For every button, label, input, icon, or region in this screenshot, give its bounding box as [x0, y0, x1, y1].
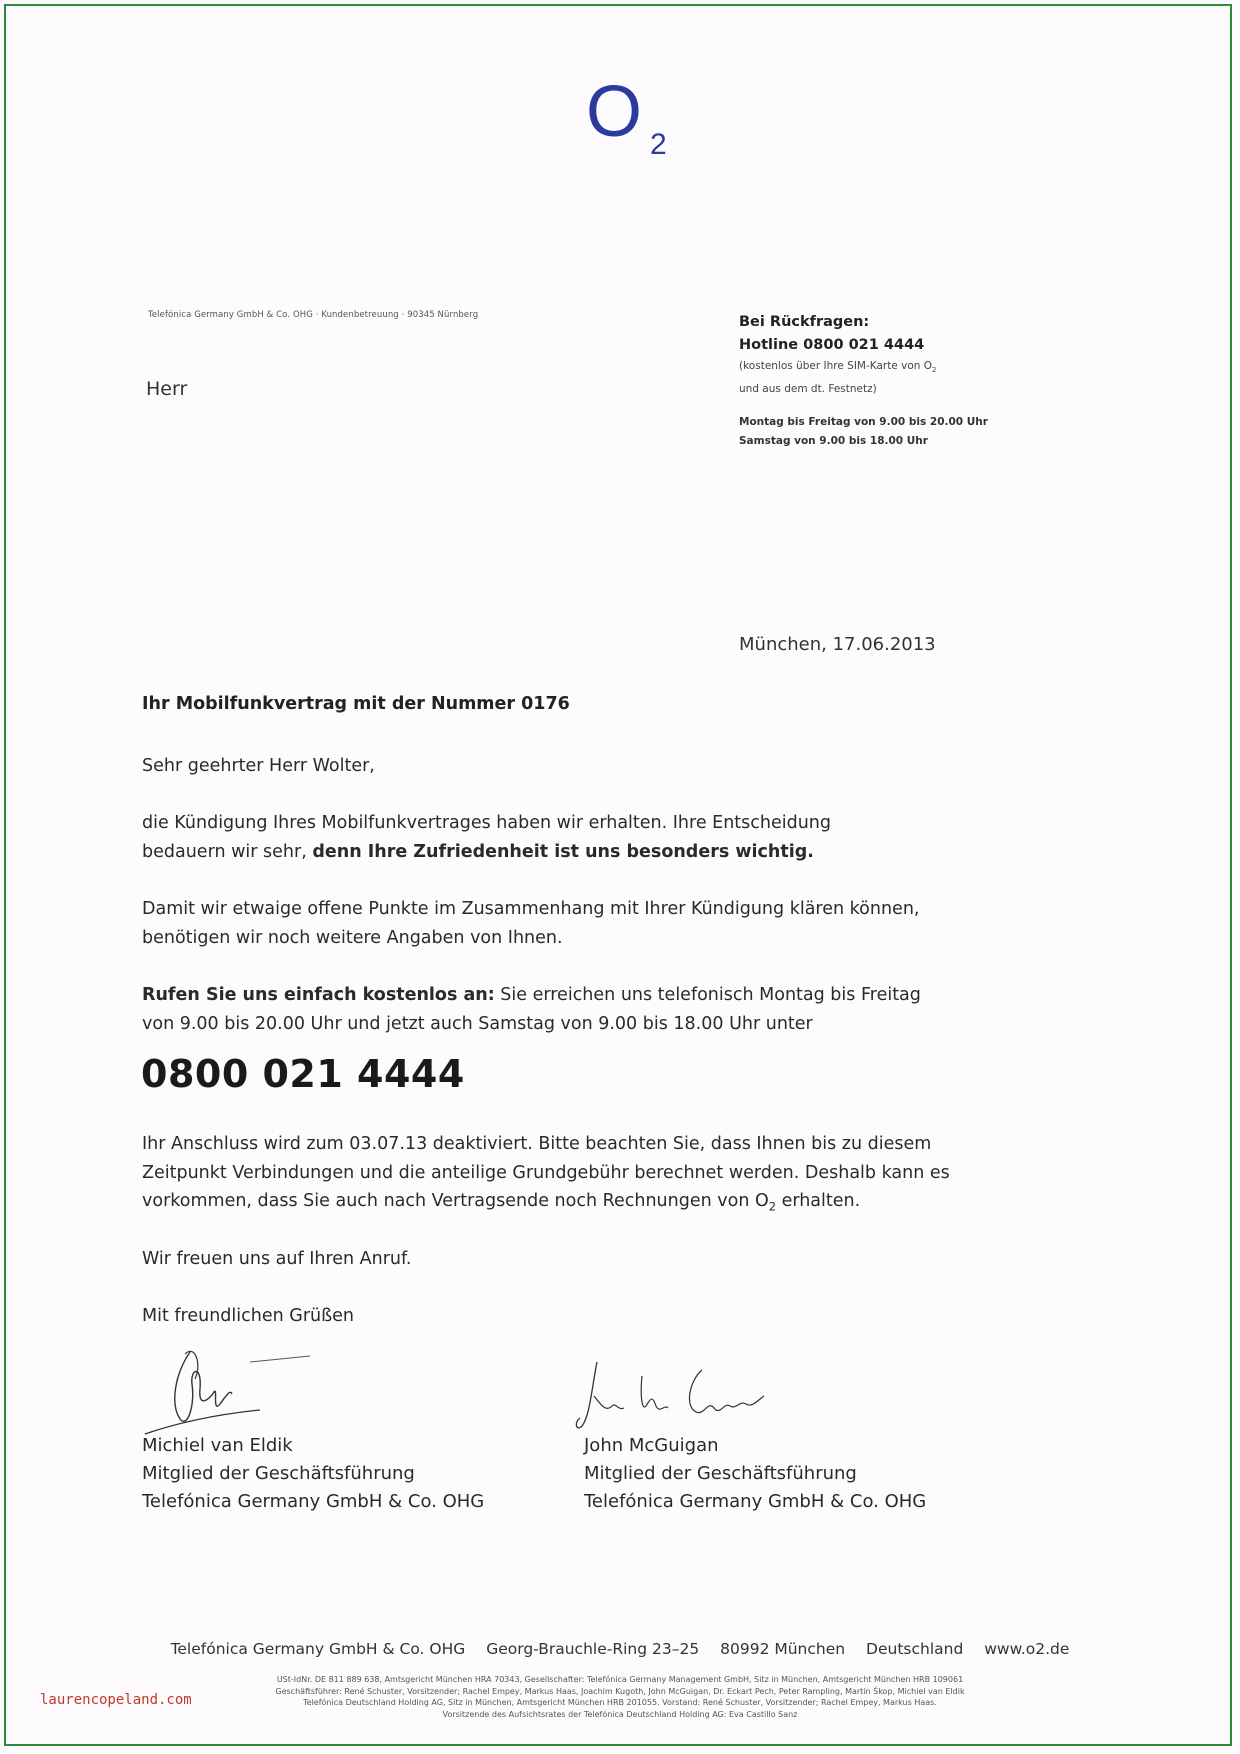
- footer-web-link[interactable]: www.o2.de: [984, 1640, 1070, 1658]
- logo-subscript: 2: [650, 128, 667, 158]
- contact-block: [739, 311, 1039, 451]
- hotline-note: (kostenlos über Ihre SIM-Karte von $O_2$: [739, 360, 937, 375]
- footer-city: 80992 München: [720, 1640, 846, 1658]
- signer-1: [142, 1432, 484, 1516]
- hotline-number: Hotline 0800 021 4444: [739, 337, 925, 353]
- letter-date: München, 17.06.2013: [739, 634, 936, 655]
- watermark: laurencopeland.com: [40, 1692, 192, 1708]
- footer-legal: [60, 1674, 1180, 1720]
- signer-1-company: Telefónica Germany GmbH & Co. OHG: [142, 1491, 485, 1512]
- letter-subject: Ihr Mobilfunkvertrag mit der Nummer 0176: [142, 694, 570, 714]
- logo-letter: O: [586, 78, 643, 152]
- footer-legal-line: Vorsitzende des Aufsichtsrates der Telefónica Deutschland Holding AG: Eva Castillo Sanz: [442, 1709, 798, 1719]
- signer-1-name: Michiel van Eldik: [142, 1435, 293, 1456]
- paragraph-open-points: Damit wir etwaige offene Punkte im Zusammenhang mit Ihrer Kündigung klären können, benötigen wir noch weitere Angaben von Ihnen.: [142, 899, 920, 948]
- paragraph-call-us: Rufen Sie uns einfach kostenlos an: Sie erreichen uns telefonisch Montag bis Freitag von 9.00 bis 20.00 Uhr und jetzt auch Samstag von 9.00 bis 18.00 Uhr unter: [142, 985, 921, 1034]
- greeting: Sehr geehrter Herr Wolter,: [142, 756, 375, 776]
- signer-2-company: Telefónica Germany GmbH & Co. OHG: [584, 1491, 927, 1512]
- signer-2: [584, 1432, 926, 1516]
- footer-legal-line: USt-IdNr. DE 811 889 638, Amtsgericht München HRA 70343, Gesellschafter: Telefónica Germany Management GmbH, Sitz in München, Amtsgericht München HRB 109061: [276, 1675, 964, 1684]
- signer-2-name: John McGuigan: [584, 1435, 719, 1456]
- signer-2-role: Mitglied der Geschäftsführung: [584, 1463, 857, 1484]
- footer-legal-line: Geschäftsführer: René Schuster, Vorsitzender; Rachel Empey, Markus Haas, Joachim Kugoth, John McGuigan, Dr. Eckart Pech, Peter Rampling, Martin Škop, Michiel van Eldik: [275, 1686, 965, 1696]
- recipient-salutation: Herr: [146, 378, 188, 400]
- footer-address: [0, 1640, 1240, 1658]
- signature-1: [140, 1334, 340, 1444]
- footer-country: Deutschland: [866, 1640, 964, 1658]
- hours-saturday: Samstag von 9.00 bis 18.00 Uhr: [739, 435, 928, 448]
- hotline-note-2: und aus dem dt. Festnetz): [739, 383, 877, 396]
- footer-street: Georg-Brauchle-Ring 23–25: [486, 1640, 700, 1658]
- closing-formula: Mit freundlichen Grüßen: [142, 1306, 354, 1326]
- paragraph-deactivation: Ihr Anschluss wird zum 03.07.13 deaktiviert. Bitte beachten Sie, dass Ihnen bis zu diesem Zeitpunkt Verbindungen und die anteilige Grundgebühr berechnet werden. Deshalb kann es vorkommen, dass Sie auch nach Vertragsende noch Rechnungen von $O_2$ erhalten.: [142, 1134, 950, 1214]
- footer-legal-line: Telefónica Deutschland Holding AG, Sitz in München, Amtsgericht München HRB 201055. Vorstand: René Schuster, Vorsitzender; Rachel Empey, Markus Haas.: [303, 1698, 937, 1707]
- footer-company: Telefónica Germany GmbH & Co. OHG: [170, 1640, 466, 1658]
- contact-heading: Bei Rückfragen:: [739, 314, 870, 330]
- paragraph-cancellation: die Kündigung Ihres Mobilfunkvertrages haben wir erhalten. Ihre Entscheidung bedauern wir sehr, denn Ihre Zufriedenheit ist uns besonders wichtig.: [142, 813, 832, 862]
- paragraph-closing-remark: Wir freuen uns auf Ihren Anruf.: [142, 1249, 412, 1269]
- hours-weekday: Montag bis Freitag von 9.00 bis 20.00 Uhr: [739, 416, 988, 429]
- sender-address-line: Telefónica Germany GmbH & Co. OHG · Kundenbetreuung · 90345 Nürnberg: [148, 310, 479, 320]
- signer-1-role: Mitglied der Geschäftsführung: [142, 1463, 415, 1484]
- hotline-big-number: 0800 021 4444: [141, 1052, 465, 1096]
- o2-logo: [586, 78, 686, 158]
